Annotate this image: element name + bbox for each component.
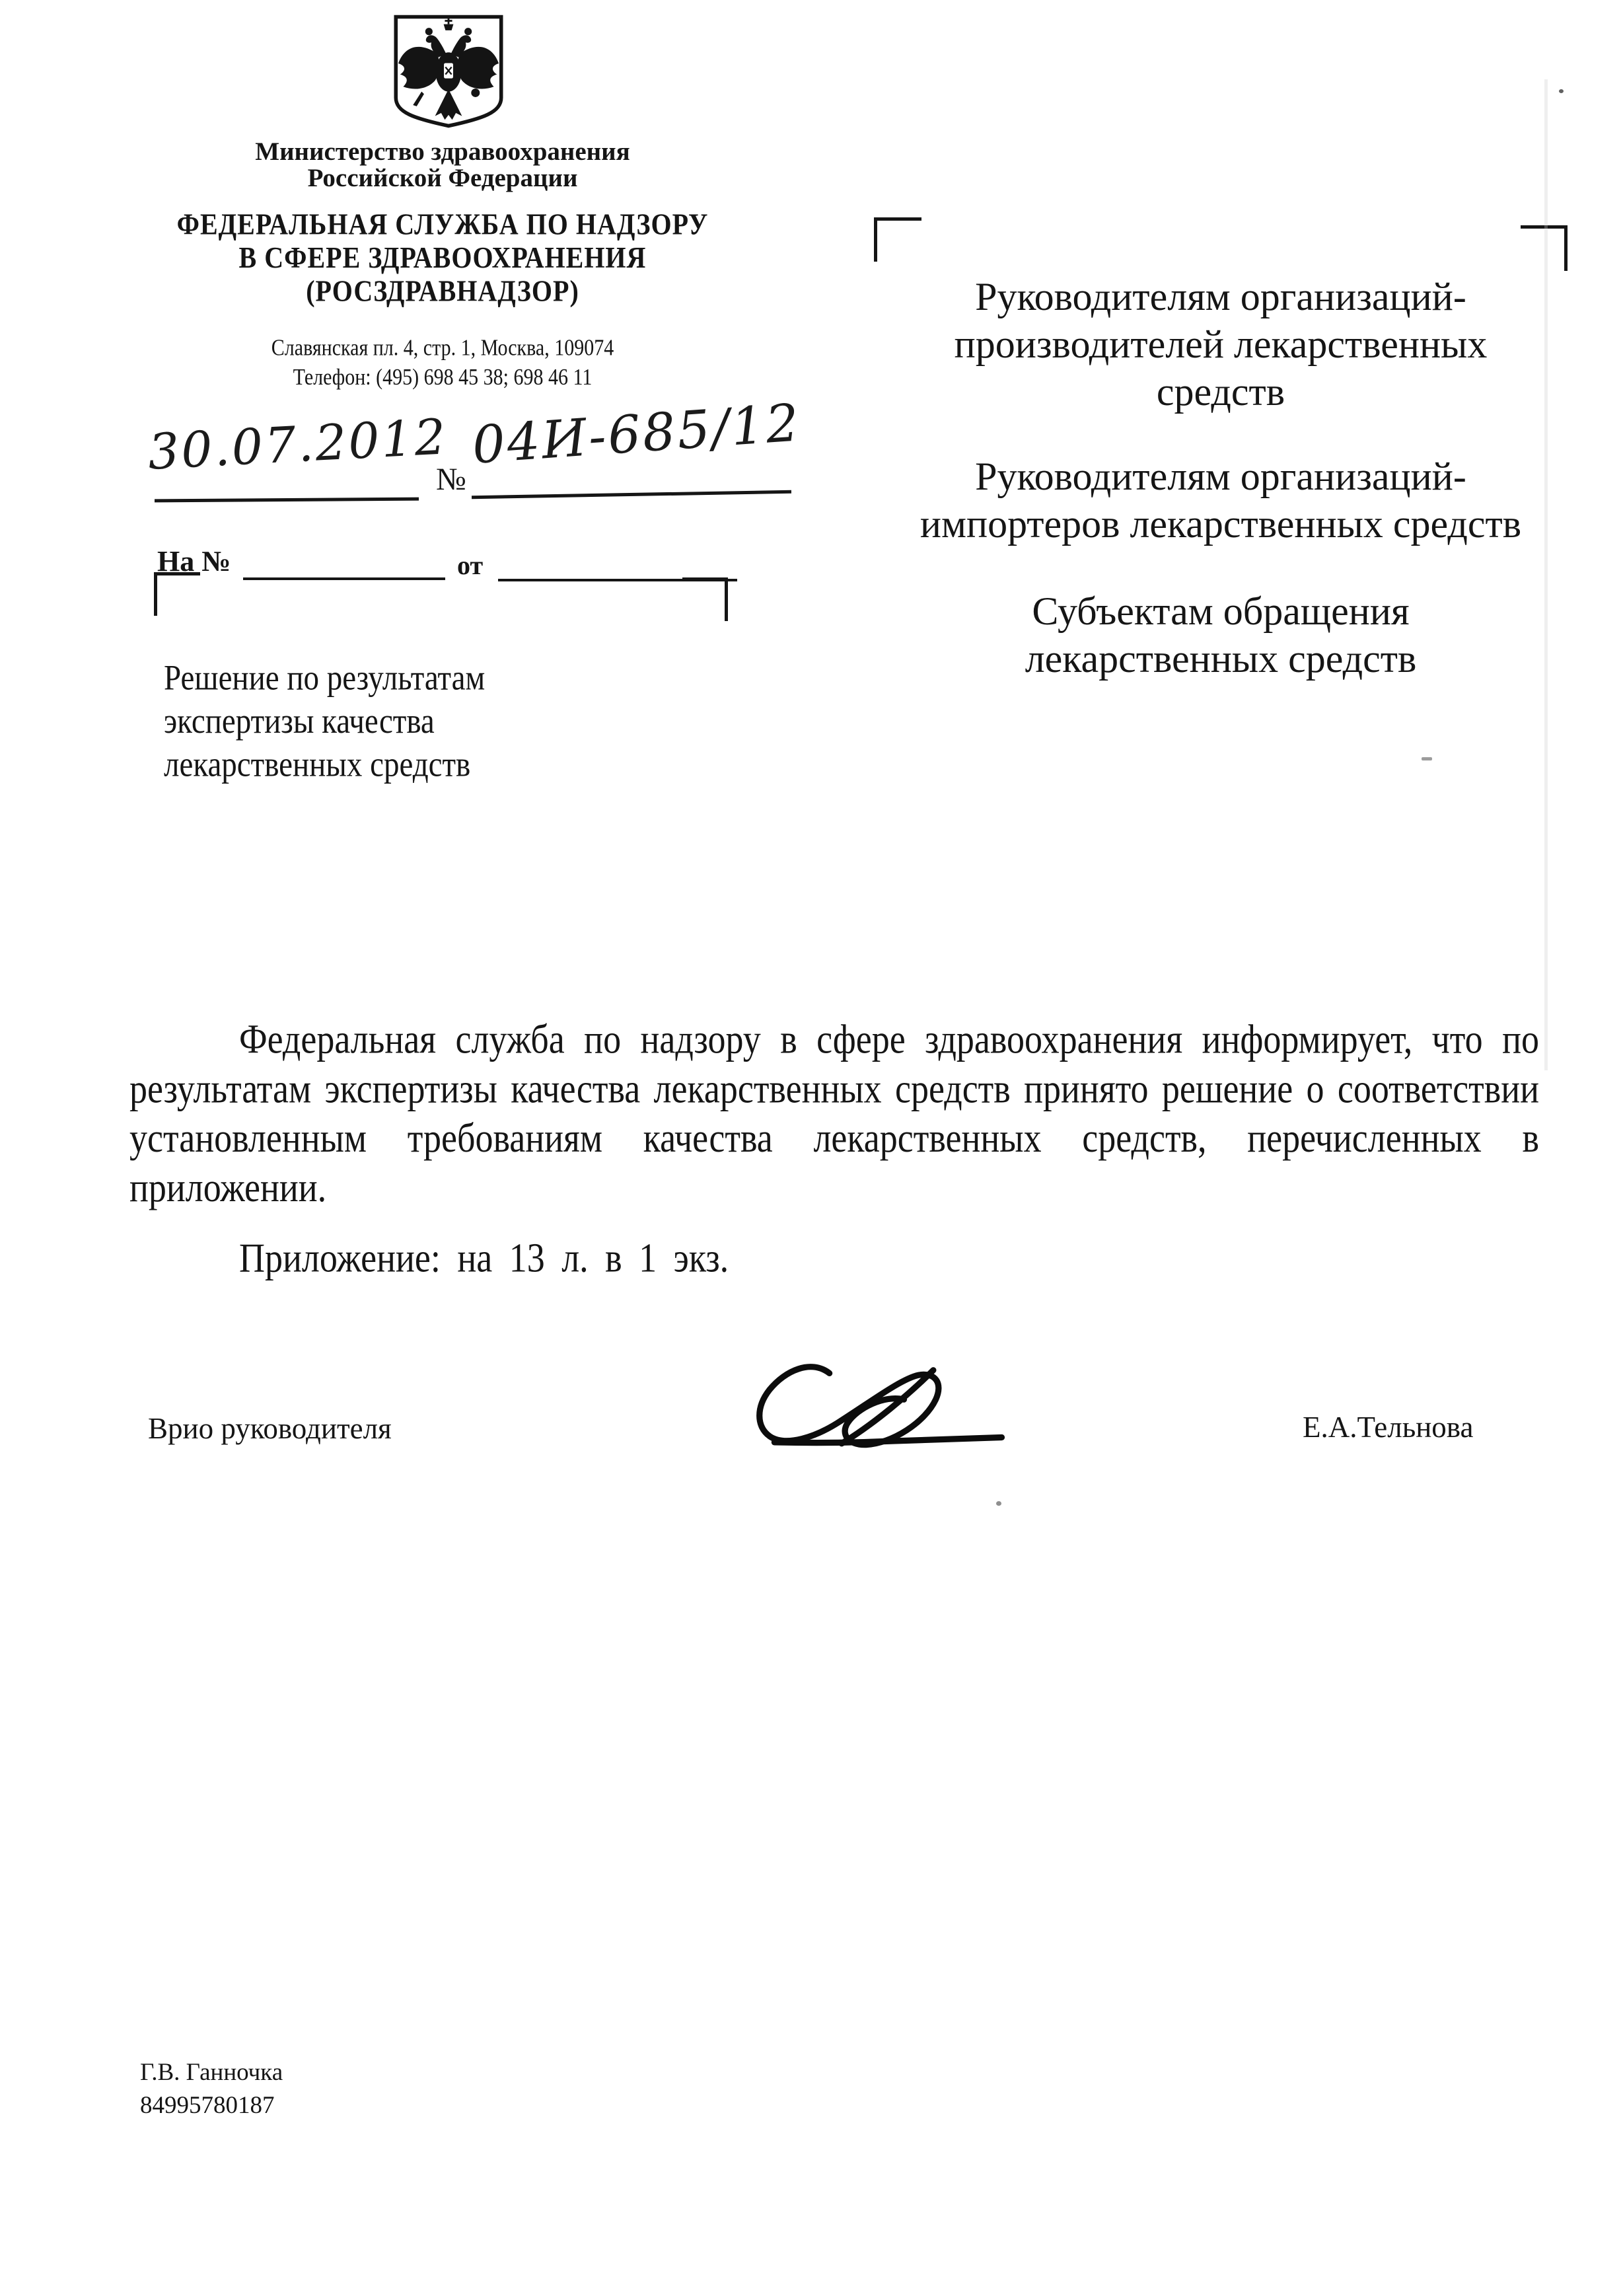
ministry-line-1: Министерство здравоохранения	[255, 137, 630, 166]
subject-line: Решение по результатам	[164, 658, 486, 698]
phone-line: Телефон: (495) 698 45 38; 698 46 11	[293, 365, 593, 390]
executor-phone: 84995780187	[140, 2092, 275, 2119]
handwritten-date: 30.07.2012	[147, 408, 449, 481]
number-underline	[472, 490, 791, 499]
scan-dash-mark	[1422, 757, 1432, 760]
signer-title: Врио руководителя	[148, 1412, 392, 1445]
subject-block	[164, 657, 719, 787]
recipient-line: импортеров лекарственных средств	[920, 502, 1522, 546]
service-line-2: В СФЕРЕ ЗДРАВООХРАНЕНИЯ	[238, 240, 647, 275]
recipient-line: средств	[1156, 370, 1285, 414]
subject-corner-mark-right	[682, 577, 728, 621]
date-underline	[155, 498, 419, 503]
subject-corner-mark-left	[154, 572, 200, 616]
recipient-corner-mark-left	[874, 217, 921, 262]
address-block	[79, 333, 806, 392]
recipient-manufacturers	[871, 273, 1571, 416]
recipient-line: производителей лекарственных	[954, 322, 1488, 366]
attachment-line: Приложение: на 13 л. в 1 экз.	[239, 1235, 729, 1281]
in-reply-label: На №	[157, 545, 231, 577]
coat-of-arms-icon	[390, 11, 507, 132]
in-reply-date-label: от	[457, 550, 484, 580]
executor-name: Г.В. Ганночка	[140, 2059, 283, 2086]
number-sign: №	[436, 462, 466, 497]
body-paragraph: Федеральная служба по надзору в сфере здравоохранения информирует, что по результатам экспертизы качества лекарственных средств принято решение о соответствии установленным требованиям качества лекарственных средств, перечисленных в приложении.	[129, 1016, 1539, 1210]
recipient-line: лекарственных средств	[1025, 637, 1417, 681]
recipients-block	[871, 273, 1571, 683]
ministry-name	[79, 139, 806, 192]
recipient-line: Руководителям организаций-	[975, 275, 1466, 318]
subject-line: лекарственных средств	[164, 745, 471, 785]
ministry-line-2: Российской Федерации	[307, 164, 578, 192]
scan-dot-mark	[996, 1501, 1001, 1506]
in-reply-number-blank	[243, 577, 445, 580]
scan-edge-artifact	[1544, 79, 1548, 1070]
recipient-circulation-subjects	[871, 587, 1571, 683]
address-line: Славянская пл. 4, стр. 1, Москва, 109074	[271, 335, 614, 361]
service-name	[79, 207, 806, 308]
recipient-line: Субъектам обращения	[1032, 589, 1410, 633]
subject-line: экспертизы качества	[164, 701, 435, 741]
service-line-3: (РОСЗДРАВНАДЗОР)	[306, 274, 579, 308]
handwritten-number: 04И-685/12	[470, 393, 803, 476]
service-line-1: ФЕДЕРАЛЬНАЯ СЛУЖБА ПО НАДЗОРУ	[176, 206, 709, 241]
recipient-line: Руководителям организаций-	[975, 455, 1466, 498]
scan-dot-mark	[1559, 89, 1564, 93]
executor-block	[140, 2056, 283, 2122]
recipient-importers	[871, 453, 1571, 548]
handwritten-signature	[737, 1352, 1014, 1474]
signer-name: Е.А.Тельнова	[1303, 1411, 1474, 1444]
